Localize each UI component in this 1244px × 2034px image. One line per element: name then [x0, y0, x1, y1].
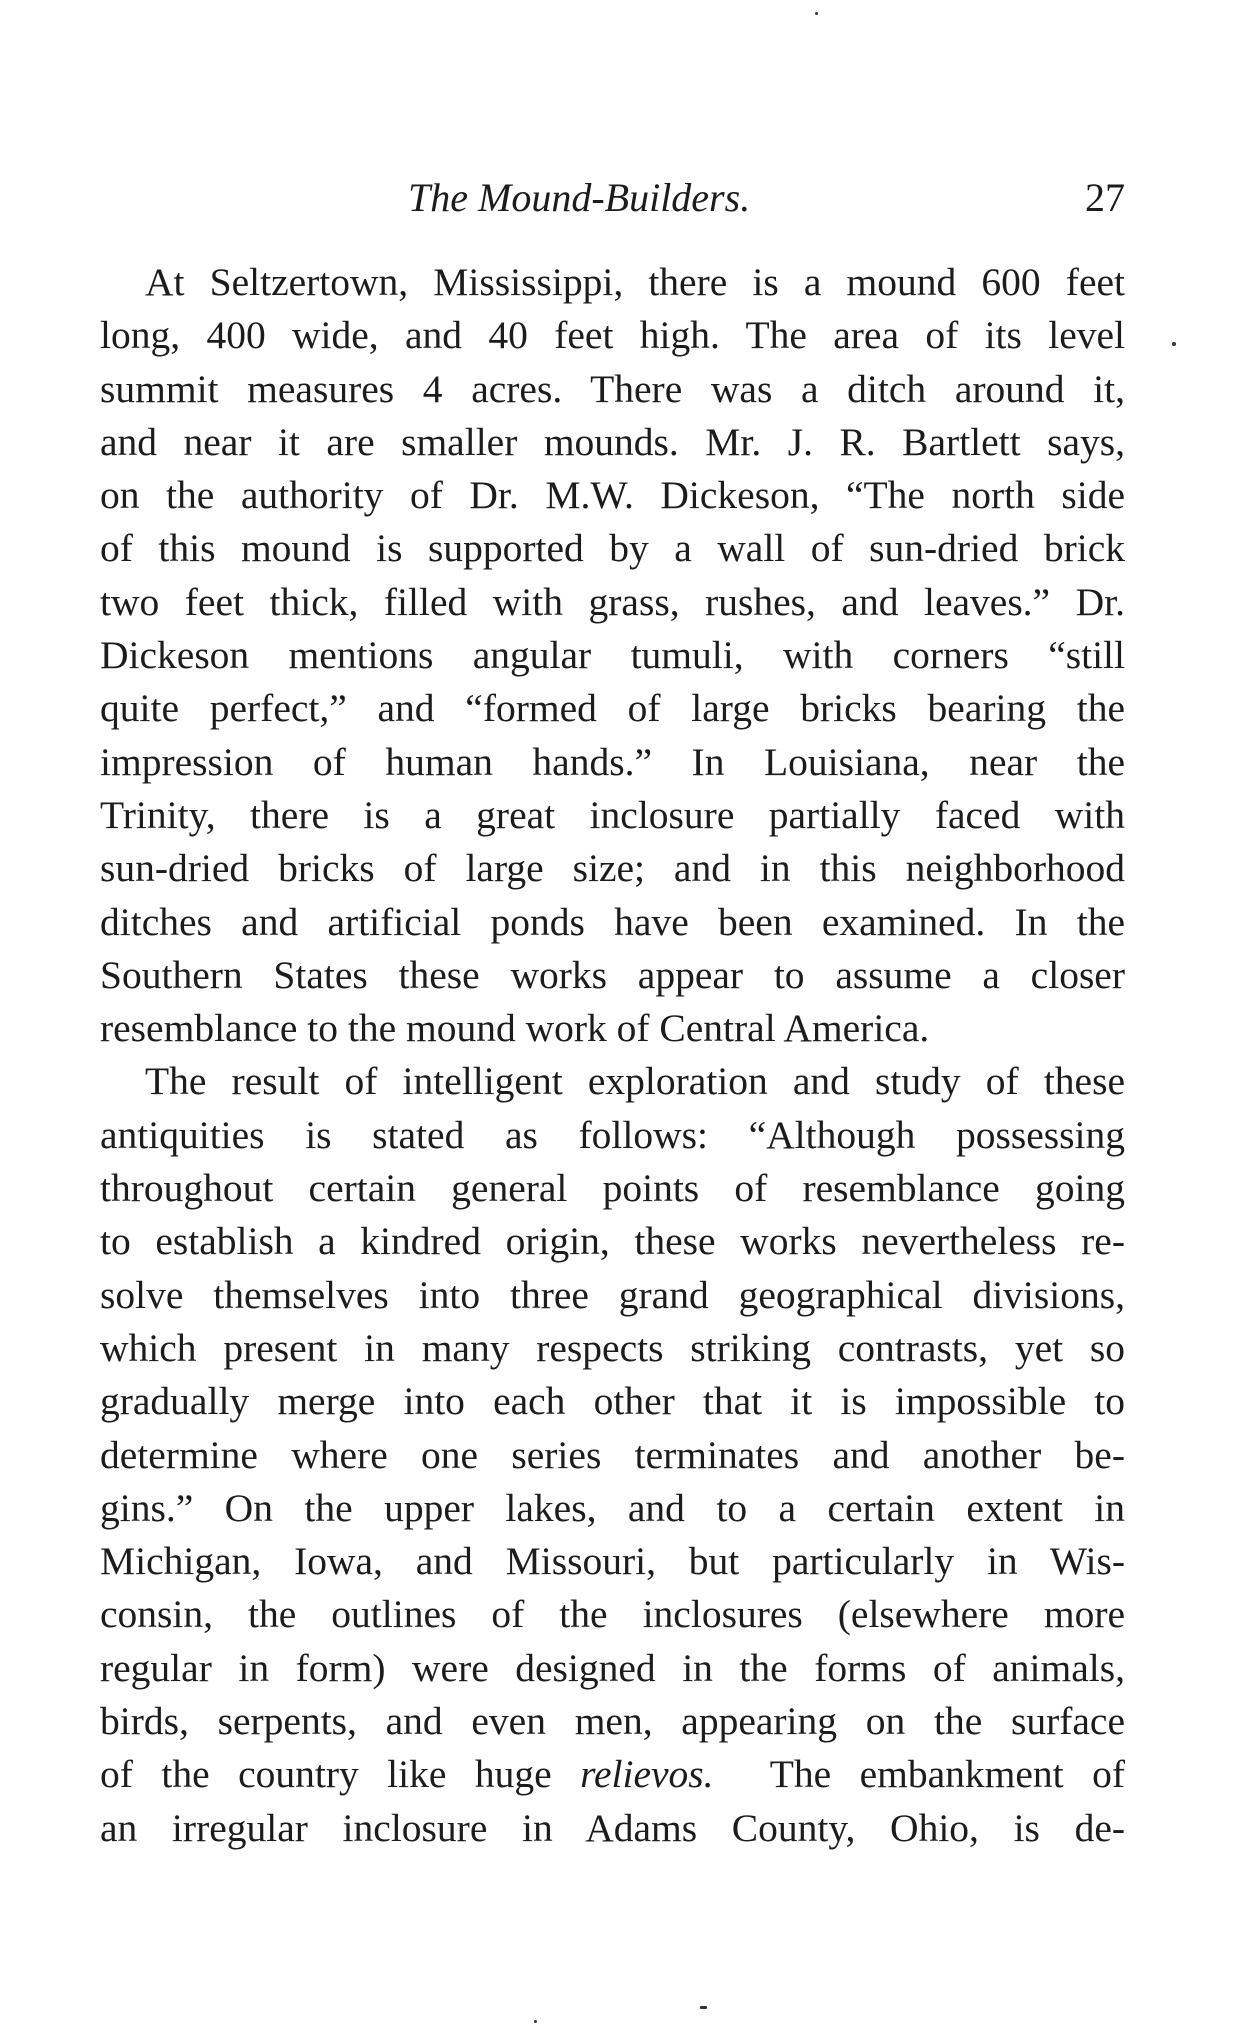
italic-word: relievos. — [580, 1752, 714, 1797]
paragraph-1 — [100, 256, 1125, 1055]
text-line: regular in form) were designed in the forms of animals, — [100, 1645, 1125, 1690]
text-segment: of the country like huge — [100, 1752, 581, 1797]
text-line: Southern States these works appear to assume a closer — [100, 952, 1125, 997]
page-number: 27 — [1085, 175, 1125, 220]
text-line: sun-dried bricks of large size; and in this neighborhood — [100, 846, 1125, 891]
text-line: which present in many respects striking contrasts, yet so — [100, 1325, 1125, 1370]
text-line: Michigan, Iowa, and Missouri, but particularly in Wis- — [100, 1539, 1125, 1584]
paragraph-2 — [100, 1055, 1125, 1854]
text-line: summit measures 4 acres. There was a ditch around it, — [100, 366, 1125, 411]
text-line: Trinity, there is a great inclosure partially faced with — [100, 792, 1125, 837]
text-line: The result of intelligent exploration and study of these — [145, 1059, 1125, 1104]
text-line: throughout certain general points of resemblance going — [100, 1166, 1125, 1211]
scan-speck — [1172, 342, 1176, 346]
running-title: The Mound-Builders. — [408, 175, 751, 220]
scan-speck — [815, 12, 818, 15]
text-line: resemblance to the mound work of Central America. — [100, 1006, 930, 1051]
scan-speck — [534, 2020, 537, 2023]
text-line: of this mound is supported by a wall of sun-dried brick — [100, 526, 1125, 571]
text-line: impression of human hands.” In Louisiana, near the — [100, 739, 1125, 784]
text-line: determine where one series terminates and another be- — [100, 1432, 1125, 1477]
text-line: consin, the outlines of the inclosures (elsewhere more — [100, 1592, 1125, 1637]
text-line-with-italic — [100, 1748, 1125, 1801]
text-line: solve themselves into three grand geographical divisions, — [100, 1272, 1125, 1317]
body-text — [100, 256, 1125, 1855]
text-line: two feet thick, filled with grass, rushes, and leaves.” Dr. — [100, 579, 1125, 624]
text-line: long, 400 wide, and 40 feet high. The area of its level — [100, 313, 1125, 358]
text-line: to establish a kindred origin, these works nevertheless re- — [100, 1219, 1125, 1264]
text-line: an irregular inclosure in Adams County, Ohio, is de- — [100, 1805, 1125, 1850]
text-line: birds, serpents, and even men, appearing on the surface — [100, 1699, 1125, 1744]
scan-speck — [700, 2006, 707, 2009]
text-line: antiquities is stated as follows: “Although possessing — [100, 1112, 1125, 1157]
text-line: gradually merge into each other that it is impossible to — [100, 1379, 1125, 1424]
text-line: ditches and artificial ponds have been examined. In the — [100, 899, 1125, 944]
text-segment: The embankment of — [713, 1752, 1125, 1797]
text-line: Dickeson mentions angular tumuli, with corners “still — [100, 633, 1125, 678]
text-line: quite perfect,” and “formed of large bricks bearing the — [100, 686, 1125, 731]
page-header — [100, 168, 1125, 228]
text-line: At Seltzertown, Mississippi, there is a mound 600 feet — [145, 260, 1125, 304]
text-line: and near it are smaller mounds. Mr. J. R. Bartlett says, — [100, 419, 1125, 464]
text-line: on the authority of Dr. M.W. Dickeson, “The north side — [100, 473, 1125, 518]
text-line: gins.” On the upper lakes, and to a certain extent in — [100, 1485, 1125, 1530]
